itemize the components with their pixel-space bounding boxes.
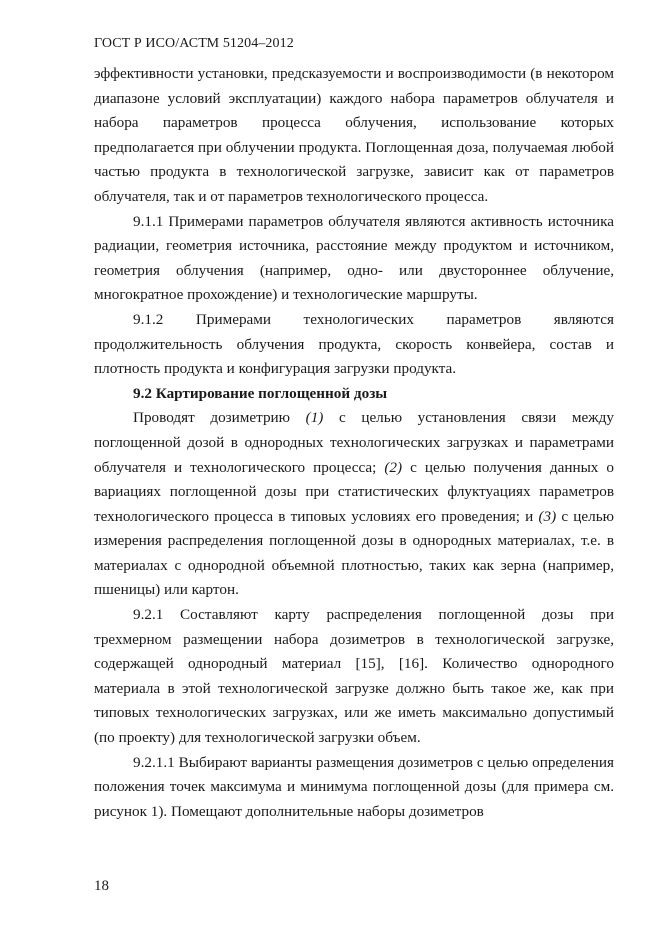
section-heading-9-2: 9.2 Картирование поглощенной дозы	[133, 384, 388, 402]
marker-3: (3)	[538, 507, 557, 525]
body-text	[94, 62, 614, 824]
paragraph-continuation: эффективности установки, предсказуемости и воспроизводимости (в некотором диапазоне условий эксплуатации) каждого набора параметров облучателя и набора параметров процесса облучения, использование которых предполагается при облучении продукта. Поглощенная доза, получаемая любой частью продукта в технологической загрузке, зависит как от параметров облучателя, так и от параметров технологического процесса.	[94, 65, 614, 205]
main-text-1: с целью установления связи между поглощенной дозой в однородных технологических загрузках и параметрами облучателя и технологического процесса;	[94, 409, 614, 476]
marker-2: (2)	[384, 458, 403, 476]
paragraph-9-2-main	[94, 406, 614, 603]
main-text-2: с целью получения данных о вариациях поглощенной дозы при статистических флуктуациях параметров технологического процесса в типовых условиях его проведения; и	[94, 458, 615, 525]
main-lead: Проводят дозиметрию	[133, 409, 306, 427]
paragraph-9-2-1: 9.2.1 Составляют карту распределения поглощенной дозы при трехмерном размещении набора дозиметров в технологической загрузке, содержащей однородный материал [15], [16]. Количество однородного материала в этой технологической загрузке должно быть такое же, как при типовых технологических загрузках, или же иметь максимально допустимый (по проекту) для технологической загрузки объем.	[94, 606, 614, 747]
paragraph-9-2-1-1: 9.2.1.1 Выбирают варианты размещения дозиметров с целью определения положения точек максимума и минимума поглощенной дозы (для примера см. рисунок 1). Помещают дополнительные наборы дозиметров	[94, 753, 614, 820]
page-number: 18	[94, 878, 109, 894]
paragraph-9-1-1: 9.1.1 Примерами параметров облучателя являются активность источника радиации, геометрия источника, расстояние между продуктом и источником, геометрия облучения (например, одно- или двустороннее облучение, многократное прохождение) и технологические маршруты.	[94, 212, 614, 304]
paragraph-9-1-2: 9.1.2 Примерами технологических параметров являются продолжительность облучения продукта, скорость конвейера, состав и плотность продукта и конфигурация загрузки продукта.	[94, 310, 614, 378]
main-text-3: с целью измерения распределения поглощенной дозы в однородных материалах, т.е. в материалах с однородной объемной плотностью, таких как зерна (например, пшеницы) или картон.	[94, 507, 614, 599]
marker-1: (1)	[305, 409, 324, 427]
standard-header: ГОСТ Р ИСО/АСТМ 51204–2012	[94, 36, 294, 51]
